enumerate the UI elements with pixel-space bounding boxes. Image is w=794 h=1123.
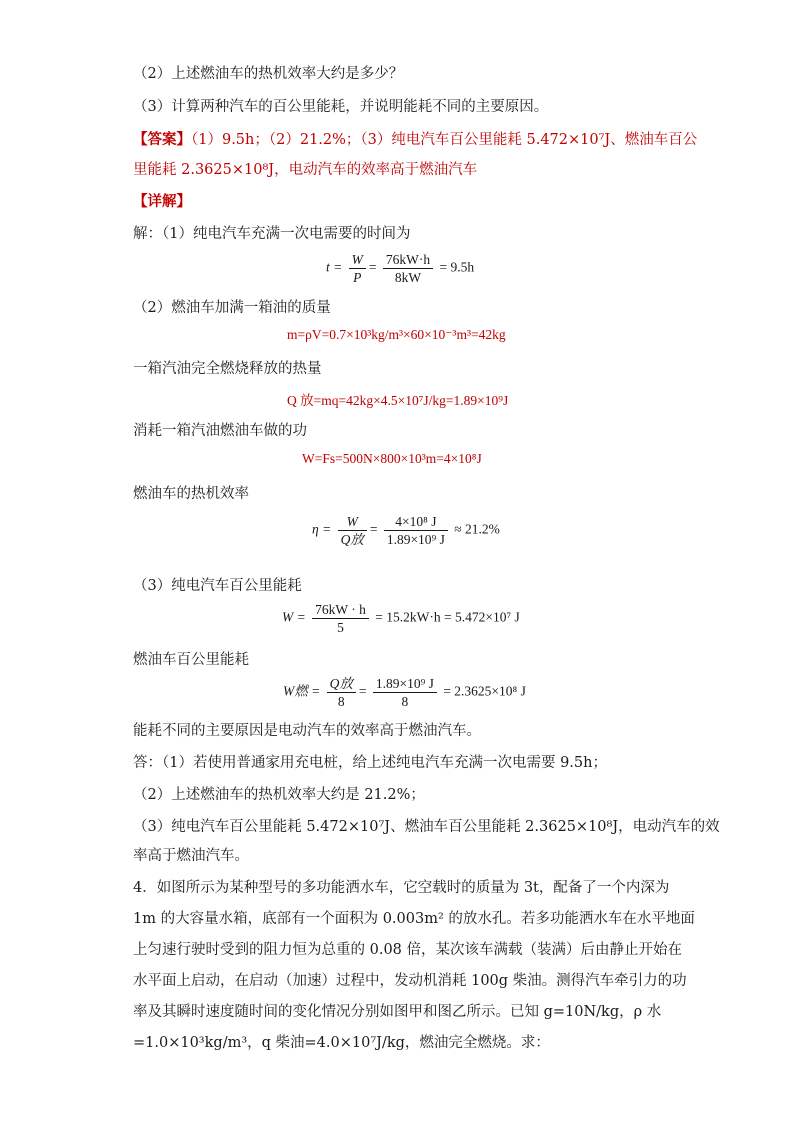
formula-eff-result: ≈ 21.2%: [450, 521, 500, 537]
question-2: （2）上述燃油车的热机效率大约是多少？: [133, 66, 404, 82]
frac-eff-w: W: [338, 514, 367, 531]
frac-fuel-den: 8: [401, 694, 409, 709]
reply-1: 答：（1）若使用普通家用充电桩，给上述纯电汽车充满一次电需要 9.5h；: [133, 755, 607, 771]
step-7: 燃油车百公里能耗: [133, 652, 249, 668]
step-3: 一箱汽油完全燃烧释放的热量: [133, 361, 322, 377]
step-1: 解：（1）纯电汽车充满一次电需要的时间为: [133, 226, 411, 242]
step-5: 燃油车的热机效率: [133, 486, 249, 502]
formula-time-values: [383, 252, 433, 285]
reply-4: 率高于燃油汽车。: [133, 848, 249, 864]
problem-4-line-3: 上匀速行驶时受到的阻力恒为总重的 0.08 倍，某次该车满载（装满）后由静止开始在: [133, 942, 683, 958]
step-4: 消耗一箱汽油燃油车做的功: [133, 423, 307, 439]
answer-line-2: 里能耗 2.3625×10⁸J，电动汽车的效率高于燃油汽车: [133, 162, 478, 178]
problem-4-line-5: 率及其瞬时速度随时间的变化情况分别如图甲和图乙所示。已知 g=10N/kg，ρ 水: [133, 1004, 662, 1020]
question-3: （3）计算两种汽车的百公里能耗，并说明能耗不同的主要原因。: [133, 99, 549, 115]
reply-3: （3）纯电汽车百公里能耗 5.472×10⁷J、燃油车百公里能耗 2.3625×10⁸J，电动汽车的效: [133, 819, 720, 835]
formula-eff-values: [384, 514, 448, 547]
answer-label: 【答案】: [133, 131, 191, 148]
frac-eff-num: 4×10⁸ J: [384, 514, 448, 531]
frac-den: 8kW: [394, 270, 422, 285]
problem-4-line-6: =1.0×10³kg/m³，q 柴油=4.0×10⁷J/kg，燃油完全燃烧。求：: [133, 1035, 550, 1051]
formula-fuel-result: = 2.3625×10⁸ J: [439, 683, 526, 699]
formula-ev-values: [312, 602, 369, 635]
detail-label: 【详解】: [133, 193, 191, 210]
step-8: 能耗不同的主要原因是电动汽车的效率高于燃油汽车。: [133, 723, 481, 739]
frac-fuel-qden: 8: [337, 694, 345, 709]
formula-time-lhs: t =: [326, 259, 346, 275]
formula-time-wp: [349, 252, 366, 285]
formula-ev-result: = 15.2kW·h = 5.472×10⁷ J: [371, 609, 520, 625]
problem-4-line-4: 水平面上启动，在启动（加速）过程中，发动机消耗 100g 柴油。测得汽车牵引力的功: [133, 973, 687, 989]
frac-eff-den: 1.89×10⁹ J: [386, 532, 445, 547]
formula-time: t = $\frac{W}{P}$ = $\frac{76kW\cdot h}{8kW}$ = 9.5h: [326, 252, 475, 285]
formula-ev-energy: [282, 602, 520, 635]
formula-mass: m=ρV=0.7×10³kg/m³×60×10⁻³m³=42kg: [287, 327, 506, 342]
frac-p: P: [353, 270, 362, 285]
problem-4-line-1: 4．如图所示为某种型号的多功能洒水车，它空载时的质量为 3t，配备了一个内深为: [133, 880, 670, 896]
frac-fuel-q: Q放: [327, 676, 356, 693]
answer-text-1: （1）9.5h；（2）21.2%；（3）纯电汽车百公里能耗 5.472×10⁷J、燃油车百公: [191, 132, 698, 148]
formula-heat: Q 放=mq=42kg×4.5×10⁷J/kg=1.89×10⁹J: [287, 393, 509, 408]
formula-work: W=Fs=500N×800×10³m=4×10⁸J: [302, 451, 482, 466]
formula-fuel-symbols: [327, 676, 356, 709]
formula-eff-lhs: η =: [312, 521, 335, 537]
frac-eff-q: Q放: [340, 532, 364, 547]
formula-fuel-energy: W燃 = $\frac{\text{Q放}}{8}$ = $\frac{\text{1.89×10⁹ J}}{8}$ = 2.3625×10⁸ J: [283, 676, 526, 709]
frac-num: 76kW·h: [383, 252, 433, 269]
frac-ev-num: 76kW · h: [312, 602, 369, 619]
frac-fuel-num: 1.89×10⁹ J: [373, 676, 437, 693]
formula-fuel-values: [373, 676, 437, 709]
formula-efficiency: η = $\frac{W}{\text{Q放}}$ = $\frac{\text{4×10⁸ J}}{\text{1.89×10⁹ J}}$ ≈ 21.2%: [312, 514, 500, 547]
formula-ev-lhs: W =: [282, 609, 310, 625]
formula-eff-symbols: [338, 514, 367, 547]
step-6: （3）纯电汽车百公里能耗: [133, 578, 302, 594]
formula-fuel-lhs: W燃 =: [283, 683, 324, 699]
reply-2: （2）上述燃油车的热机效率大约是 21.2%；: [133, 787, 425, 803]
problem-4-line-2: 1m 的大容量水箱，底部有一个面积为 0.003m² 的放水孔。若多功能洒水车在水平地面: [133, 911, 695, 927]
step-2: （2）燃油车加满一箱油的质量: [133, 300, 331, 316]
frac-w: W: [349, 252, 366, 269]
formula-time-result: = 9.5h: [436, 259, 475, 275]
answer-line-1: [133, 130, 697, 150]
frac-ev-den: 5: [337, 620, 344, 635]
